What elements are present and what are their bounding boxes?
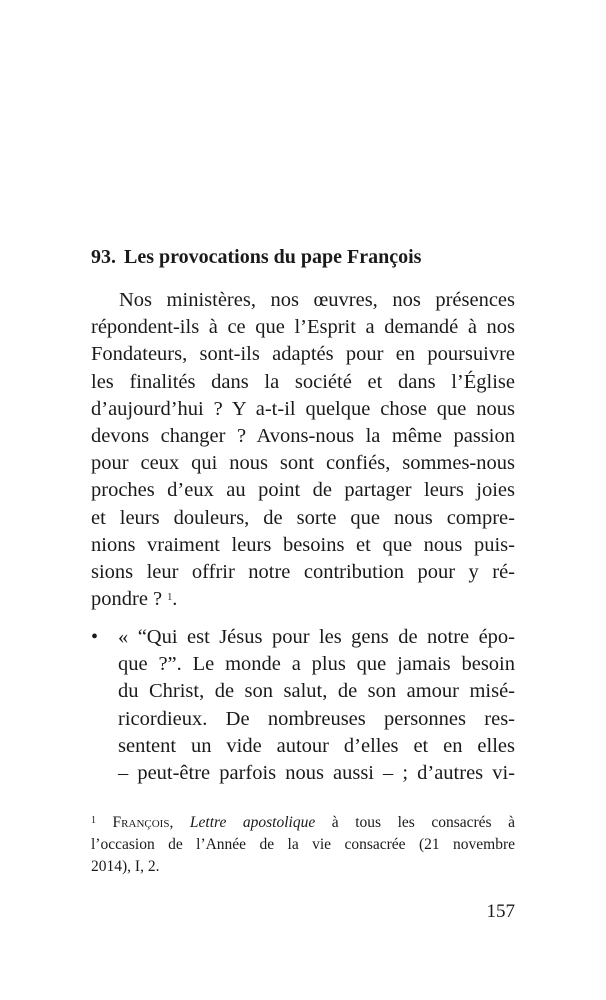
- paragraph-line: proches d’eux au point de partager leurs joies: [91, 479, 515, 502]
- footnote-work: Lettre apostolique: [189, 814, 316, 831]
- section-heading: [91, 243, 531, 271]
- paragraph-line-text: pondre ?: [91, 588, 168, 611]
- footnote-reference[interactable]: 1: [167, 592, 173, 604]
- body-paragraph: [91, 287, 515, 613]
- footnote: [91, 812, 515, 878]
- paragraph-line: Nos ministères, nos œuvres, nos présences: [119, 289, 515, 311]
- footnote-author: François,: [112, 814, 174, 831]
- bullet-line: – peut-être parfois nous aussi – ; d’autres vi-: [118, 761, 515, 784]
- footnote-line1-rest: à tous les consacrés à: [331, 814, 516, 831]
- paragraph-line: devons changer ? Avons-nous la même passion: [91, 424, 515, 447]
- paragraph-line: pour ceux qui nous sont confiés, sommes-nous: [91, 452, 515, 475]
- section-number: 93.: [91, 246, 116, 268]
- footnote-marker: 1: [91, 815, 96, 826]
- paragraph-line: nions vraiment leurs besoins et que nous puis-: [91, 533, 515, 556]
- paragraph-line: et leurs douleurs, de sorte que nous compre-: [91, 506, 515, 529]
- bullet-line: sentent un vide autour d’elles et en elles: [118, 734, 515, 757]
- paragraph-line: Fondateurs, sont-ils adaptés pour en poursuivre: [91, 343, 515, 366]
- footnote-line: [91, 812, 515, 834]
- bullet-text: [118, 624, 515, 787]
- paragraph-line: les finalités dans la société et dans l’Église: [91, 370, 515, 393]
- footnote-line: l’occasion de l’Année de la vie consacrée (21 novembre: [91, 836, 515, 853]
- footnote-line: 2014), I, 2.: [91, 858, 160, 875]
- paragraph-line: d’aujourd’hui ? Y a-t-il quelque chose que nous: [91, 397, 515, 420]
- bullet-line: ricordieux. De nombreuses personnes res-: [118, 707, 515, 730]
- bullet-icon: •: [91, 626, 99, 648]
- paragraph-line: répondent-ils à ce que l’Esprit a demandé à nos: [91, 316, 515, 339]
- bullet-line: « “Qui est Jésus pour les gens de notre épo-: [118, 626, 515, 648]
- section-title: Les provocations du pape François: [124, 246, 422, 268]
- page-number: 157: [486, 901, 515, 922]
- paragraph-line: sions leur offrir notre contribution pour y ré-: [91, 560, 515, 583]
- paragraph-last-line: [91, 586, 515, 613]
- bullet-line: que ?”. Le monde a plus que jamais besoin: [118, 653, 515, 676]
- paragraph-line-end: .: [172, 588, 178, 611]
- bullet-line: du Christ, de son salut, de son amour misé-: [118, 680, 515, 703]
